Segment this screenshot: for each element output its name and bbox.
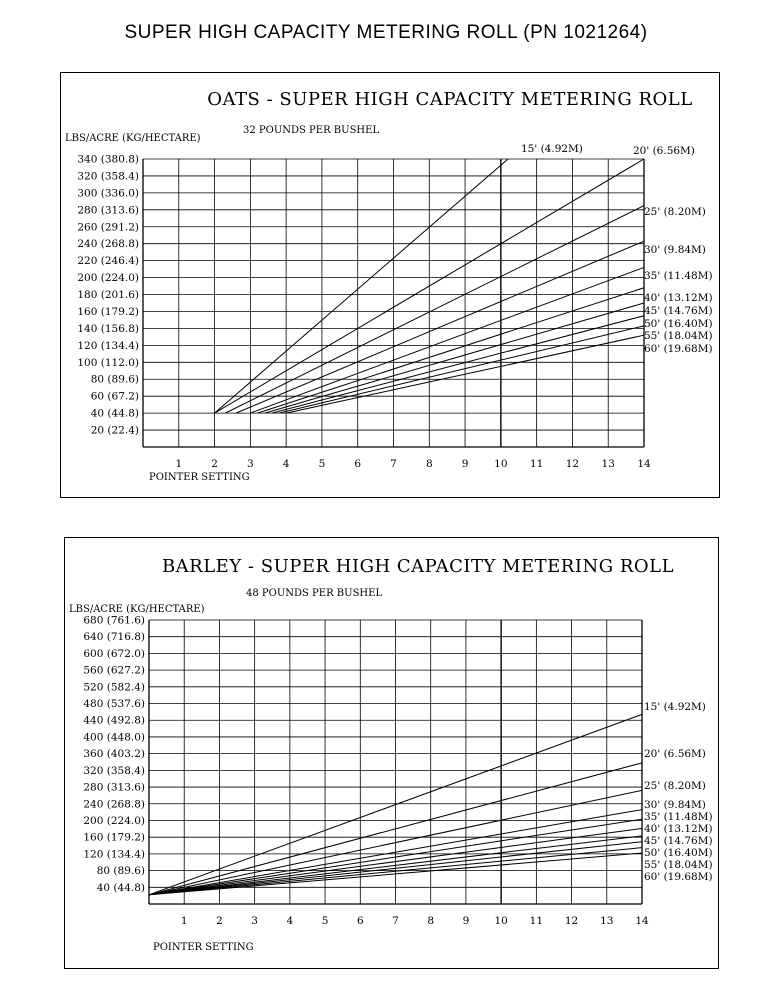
oats-series-line xyxy=(279,326,644,413)
barley-series-label: 50' (16.40M) xyxy=(644,847,713,859)
barley-x-tick-label: 12 xyxy=(564,915,579,927)
oats-y-tick-label: 200 (224.0) xyxy=(77,272,139,285)
oats-x-tick-label: 3 xyxy=(247,458,254,470)
oats-y-tick-label: 340 (380.8) xyxy=(77,153,139,166)
barley-y-tick-label: 40 (44.8) xyxy=(96,881,145,894)
oats-y-axis-label: LBS/ACRE (KG/HECTARE) xyxy=(65,133,201,144)
oats-series-line xyxy=(258,288,644,413)
barley-x-tick-label: 1 xyxy=(180,915,188,927)
oats-x-tick-label: 13 xyxy=(601,458,615,470)
barley-y-tick-label: 240 (268.8) xyxy=(83,798,145,811)
barley-chart-title: BARLEY - SUPER HIGH CAPACITY METERING ROLL xyxy=(161,556,675,577)
oats-y-ticks xyxy=(77,154,139,437)
oats-y-tick-label: 60 (67.2) xyxy=(90,390,139,403)
oats-series-line xyxy=(236,241,644,413)
barley-series-label: 55' (18.04M) xyxy=(644,859,713,871)
oats-x-tick-label: 2 xyxy=(211,458,218,470)
barley-series-label: 30' (9.84M) xyxy=(644,799,706,811)
barley-x-tick-label: 2 xyxy=(216,915,223,927)
barley-series-label: 45' (14.76M) xyxy=(644,835,713,847)
oats-y-tick-label: 180 (201.6) xyxy=(77,289,139,302)
oats-chart-panel xyxy=(60,72,720,498)
barley-chart-panel xyxy=(64,537,719,969)
oats-y-tick-label: 40 (44.8) xyxy=(90,407,139,420)
barley-y-tick-label: 280 (313.6) xyxy=(83,781,145,794)
oats-series-label: 60' (19.68M) xyxy=(644,343,713,355)
oats-series-label: 35' (11.48M) xyxy=(644,270,713,282)
oats-x-tick-label: 12 xyxy=(565,458,580,470)
oats-chart-title: OATS - SUPER HIGH CAPACITY METERING ROLL xyxy=(207,89,693,110)
oats-x-tick-label: 1 xyxy=(175,458,183,470)
oats-x-tick-label: 4 xyxy=(282,458,290,470)
oats-series-label: 40' (13.12M) xyxy=(644,292,713,304)
oats-x-tick-label: 9 xyxy=(461,458,469,470)
barley-chart xyxy=(65,538,720,970)
oats-y-tick-label: 100 (112.0) xyxy=(77,356,139,369)
oats-series-line xyxy=(225,206,644,414)
barley-series-label: 40' (13.12M) xyxy=(644,823,713,835)
barley-x-tick-label: 8 xyxy=(427,915,435,927)
barley-series-labels xyxy=(644,701,713,883)
barley-x-axis-label: POINTER SETTING xyxy=(153,942,254,953)
barley-y-tick-label: 400 (448.0) xyxy=(83,731,145,744)
oats-series-label: 20' (6.56M) xyxy=(633,145,695,157)
oats-y-tick-label: 260 (291.2) xyxy=(77,221,139,234)
barley-y-tick-label: 80 (89.6) xyxy=(96,865,145,878)
barley-y-tick-label: 600 (672.0) xyxy=(83,647,145,660)
oats-x-tick-label: 7 xyxy=(390,458,397,470)
oats-series-label: 50' (16.40M) xyxy=(644,318,713,330)
oats-y-tick-label: 160 (179.2) xyxy=(77,305,139,318)
oats-y-tick-label: 320 (358.4) xyxy=(77,170,139,183)
oats-x-tick-label: 11 xyxy=(529,458,544,470)
oats-x-tick-label: 5 xyxy=(318,458,326,470)
oats-series-label: 55' (18.04M) xyxy=(644,330,713,342)
barley-x-tick-label: 13 xyxy=(600,915,614,927)
barley-x-ticks xyxy=(181,915,649,927)
oats-y-tick-label: 80 (89.6) xyxy=(90,373,139,386)
oats-y-tick-label: 220 (246.4) xyxy=(77,255,139,268)
oats-series-label: 30' (9.84M) xyxy=(644,244,706,256)
barley-chart-subtitle: 48 POUNDS PER BUSHEL xyxy=(246,588,383,599)
oats-series-line xyxy=(215,159,508,413)
oats-y-tick-label: 140 (156.8) xyxy=(77,322,139,335)
oats-x-tick-label: 6 xyxy=(354,458,362,470)
barley-y-tick-label: 200 (224.0) xyxy=(83,814,145,827)
barley-y-axis-label: LBS/ACRE (KG/HECTARE) xyxy=(69,604,205,615)
barley-y-tick-label: 480 (537.6) xyxy=(83,698,145,711)
barley-y-tick-label: 160 (179.2) xyxy=(83,831,145,844)
barley-series-label: 35' (11.48M) xyxy=(644,811,713,823)
barley-x-tick-label: 3 xyxy=(251,915,258,927)
barley-x-tick-label: 6 xyxy=(356,915,364,927)
oats-series-label: 45' (14.76M) xyxy=(644,305,713,317)
barley-y-tick-label: 680 (761.6) xyxy=(83,614,145,627)
barley-y-tick-label: 120 (134.4) xyxy=(83,848,145,861)
barley-y-tick-label: 440 (492.8) xyxy=(83,714,145,727)
oats-x-tick-label: 14 xyxy=(637,458,651,470)
barley-series-label: 20' (6.56M) xyxy=(644,748,706,760)
barley-y-tick-label: 520 (582.4) xyxy=(83,681,145,694)
barley-x-tick-label: 9 xyxy=(462,915,470,927)
oats-y-tick-label: 20 (22.4) xyxy=(90,424,139,437)
barley-y-tick-label: 560 (627.2) xyxy=(83,664,145,677)
oats-x-tick-label: 10 xyxy=(494,458,508,470)
oats-y-tick-label: 280 (313.6) xyxy=(77,204,139,217)
barley-x-tick-label: 14 xyxy=(635,915,649,927)
barley-y-tick-label: 320 (358.4) xyxy=(83,764,145,777)
barley-x-tick-label: 10 xyxy=(494,915,508,927)
oats-y-tick-label: 300 (336.0) xyxy=(77,187,139,200)
barley-series-label: 60' (19.68M) xyxy=(644,871,713,883)
oats-series-label: 15' (4.92M) xyxy=(521,143,583,155)
oats-chart-subtitle: 32 POUNDS PER BUSHEL xyxy=(243,125,380,136)
barley-x-tick-label: 5 xyxy=(321,915,329,927)
page-title: SUPER HIGH CAPACITY METERING ROLL (PN 1021264) xyxy=(124,22,648,43)
oats-x-axis-label: POINTER SETTING xyxy=(149,472,250,483)
barley-series-label: 25' (8.20M) xyxy=(644,780,706,792)
barley-x-tick-label: 7 xyxy=(392,915,399,927)
oats-y-tick-label: 120 (134.4) xyxy=(77,339,139,352)
barley-y-tick-label: 640 (716.8) xyxy=(83,631,145,644)
oats-x-tick-label: 8 xyxy=(425,458,433,470)
oats-y-tick-label: 240 (268.8) xyxy=(77,238,139,251)
barley-y-ticks xyxy=(83,615,145,894)
oats-series-label: 25' (8.20M) xyxy=(644,206,706,218)
oats-x-ticks xyxy=(175,458,651,470)
barley-y-tick-label: 360 (403.2) xyxy=(83,748,145,761)
barley-series-label: 15' (4.92M) xyxy=(644,701,706,713)
oats-series-line xyxy=(272,316,644,413)
barley-x-tick-label: 11 xyxy=(529,915,544,927)
barley-x-tick-label: 4 xyxy=(286,915,294,927)
oats-chart xyxy=(61,73,721,499)
oats-grid xyxy=(143,159,644,447)
